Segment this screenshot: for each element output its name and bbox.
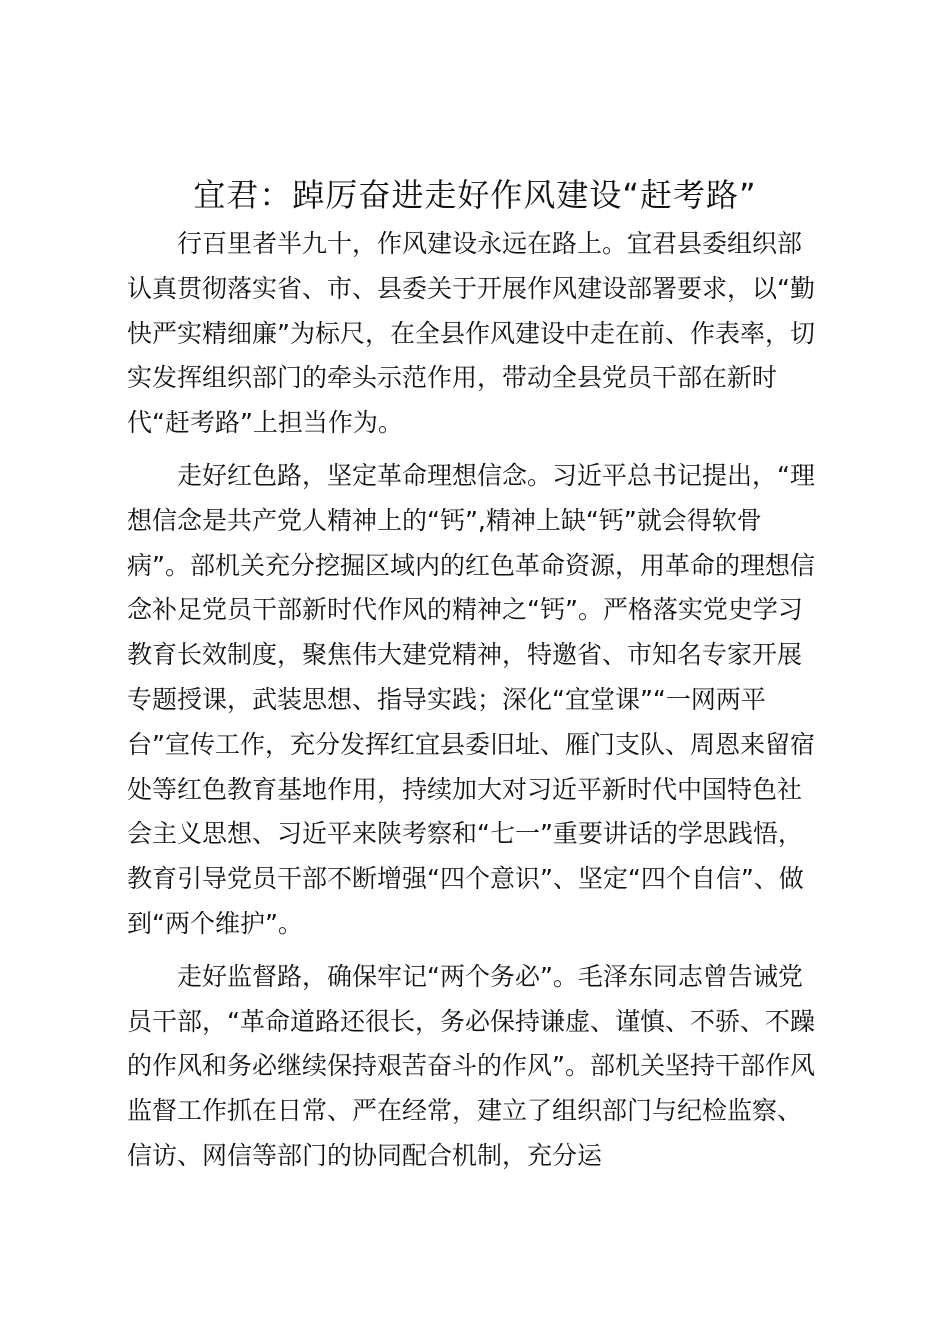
text-line: 认真贯彻落实省、市、县委关于开展作风建设部署要求，以“勤 [127,273,815,303]
text-line: 走好监督路，确保牢记“两个务必”。毛泽东同志曾告诫党 [177,961,803,991]
text-line: 信访、网信等部门的协同配合机制，充分运 [127,1140,603,1170]
text-line: 实发挥组织部门的牵头示范作用，带动全县党员干部在新时 [127,363,778,393]
text-line: 教育引导党员干部不断增强“四个意识”、坚定“四个自信”、做 [127,864,804,894]
text-line: 专题授课，武装思想、指导实践；深化“宜堂课”“一网两平 [127,684,766,714]
text-line: 快严实精细廉”为标尺，在全县作风建设中走在前、作表率，切 [127,318,815,348]
text-line: 会主义思想、习近平来陕考察和“七一”重要讲话的学思践悟， [127,819,803,849]
text-line: 念补足党员干部新时代作风的精神之“钙”。严格落实党史学习 [127,595,803,625]
text-line: 行百里者半九十，作风建设永远在路上。宜君县委组织部 [177,229,803,258]
text-line: 台”宣传工作，充分发挥红宜县委旧址、雁门支队、周恩来留宿 [127,729,815,759]
text-line: 病”。部机关充分挖掘区域内的红色革命资源，用革命的理想信 [127,550,815,580]
text-line: 想信念是共产党人精神上的“钙”,精神上缺“钙”就会得软骨 [127,505,762,535]
text-line: 教育长效制度，聚焦伟大建党精神，特邀省、市知名专家开展 [127,640,803,670]
document-title: 宜君：踔厉奋进走好作风建设“赶考路” [193,176,757,214]
text-line: 的作风和务必继续保持艰苦奋斗的作风”。部机关坚持干部作风 [127,1051,815,1081]
text-line: 代“赶考路”上担当作为。 [127,408,403,438]
document-body [127,222,827,1187]
paragraph-1 [127,222,827,446]
text-line: 走好红色路，坚定革命理想信念。习近平总书记提出，“理 [177,460,815,490]
text-line: 员干部，“革命道路还很长，务必保持谦虚、谨慎、不骄、不躁 [127,1006,815,1036]
text-line: 监督工作抓在日常、严在经常，建立了组织部门与纪检监察、 [127,1096,803,1126]
paragraph-2 [127,454,827,947]
text-line: 到“两个维护”。 [127,908,303,938]
paragraph-3 [127,955,827,1179]
text-line: 处等红色教育基地作用，持续加大对习近平新时代中国特色社 [127,774,803,804]
